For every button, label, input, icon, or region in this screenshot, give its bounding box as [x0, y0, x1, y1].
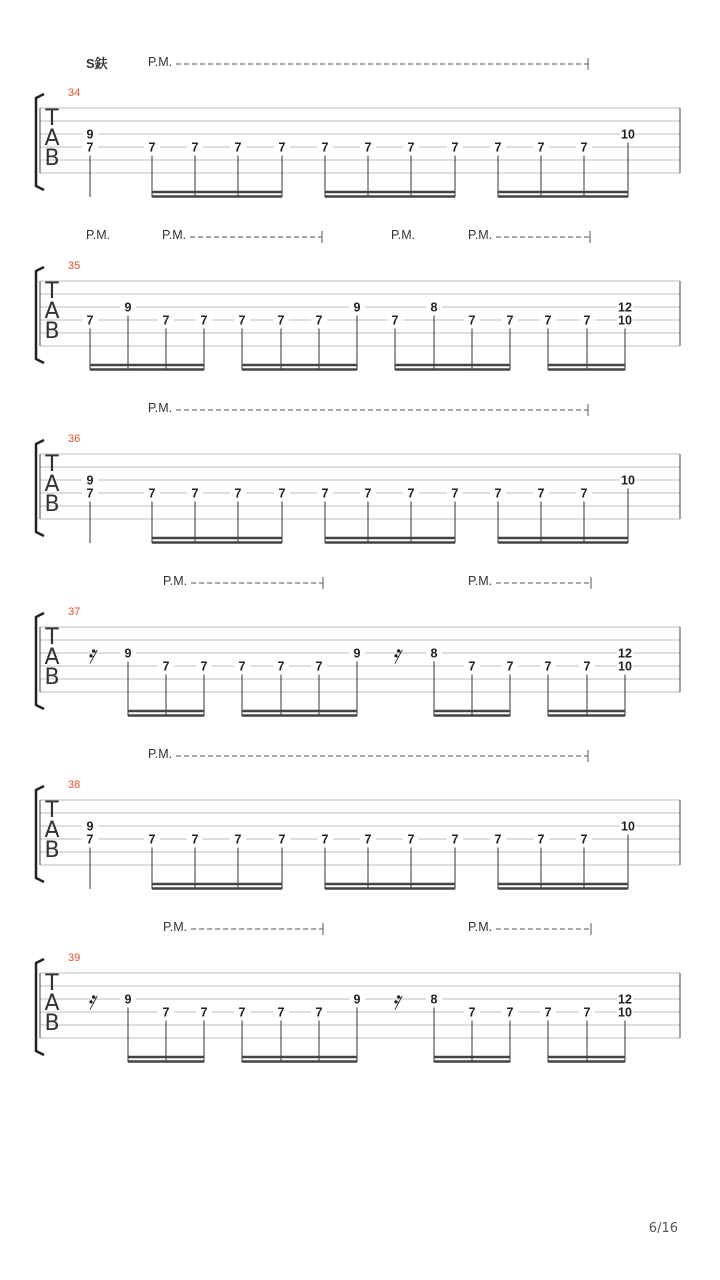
sixteenth-rest: 𝄿 [392, 986, 400, 1016]
fret-number: 9 [124, 992, 132, 1007]
tab-clef-letter: B [44, 665, 60, 690]
fret-number: 7 [544, 1005, 552, 1020]
fret-number: 9 [353, 992, 361, 1007]
fret-number: 7 [407, 140, 415, 155]
fret-number: 7 [234, 486, 242, 501]
fret-number: 7 [86, 313, 94, 328]
fret-number: 7 [148, 832, 156, 847]
fret-number: 7 [148, 486, 156, 501]
measure-number: 38 [68, 779, 81, 791]
fret-number: 7 [86, 486, 94, 501]
fret-number: 10 [618, 1005, 632, 1020]
fret-number: 10 [618, 313, 632, 328]
fret-number: 7 [451, 486, 459, 501]
tab-clef-letter: T [45, 798, 59, 823]
fret-number: 7 [583, 1005, 591, 1020]
fret-number: 7 [364, 832, 372, 847]
fret-number: 7 [315, 1005, 323, 1020]
page-number: 6/16 [648, 1221, 678, 1236]
tab-system-34 [36, 55, 680, 197]
fret-number: 7 [506, 1005, 514, 1020]
fret-number: 12 [618, 646, 632, 661]
fret-number: 7 [583, 659, 591, 674]
fret-number: 7 [468, 1005, 476, 1020]
fret-number: 7 [364, 140, 372, 155]
fret-number: 7 [86, 832, 94, 847]
fret-number: 7 [200, 313, 208, 328]
tab-clef-letter: B [44, 319, 60, 344]
palm-mute-label: P.M. [162, 228, 187, 242]
fret-number: 9 [86, 473, 94, 488]
palm-mute-label: P.M. [468, 228, 493, 242]
fret-number: 7 [583, 313, 591, 328]
fret-number: 7 [537, 832, 545, 847]
fret-number: 7 [277, 659, 285, 674]
tab-system-39 [36, 920, 680, 1062]
sixteenth-rest: 𝄿 [87, 986, 95, 1016]
fret-number: 10 [618, 659, 632, 674]
fret-number: 7 [315, 659, 323, 674]
fret-number: 7 [468, 659, 476, 674]
palm-mute-label: P.M. [148, 401, 173, 415]
instrument-label: S鈇 [86, 56, 108, 71]
fret-number: 7 [200, 659, 208, 674]
fret-number: 12 [618, 300, 632, 315]
fret-number: 7 [277, 1005, 285, 1020]
tab-clef-letter: B [44, 838, 60, 863]
fret-number: 7 [407, 486, 415, 501]
tab-clef-letter: T [45, 452, 59, 477]
measure-number: 35 [68, 260, 81, 272]
tab-clef-letter: A [44, 645, 60, 670]
tab-clef-letter: A [44, 991, 60, 1016]
sixteenth-rest: 𝄿 [392, 640, 400, 670]
palm-mute-label: P.M. [86, 228, 111, 242]
measure-number: 34 [68, 87, 81, 99]
fret-number: 7 [468, 313, 476, 328]
fret-number: 7 [494, 486, 502, 501]
fret-number: 7 [200, 1005, 208, 1020]
tab-clef-letter: A [44, 472, 60, 497]
fret-number: 9 [353, 300, 361, 315]
tab-system-37 [36, 574, 680, 716]
fret-number: 7 [451, 140, 459, 155]
fret-number: 7 [321, 832, 329, 847]
measure-number: 39 [68, 952, 81, 964]
fret-number: 12 [618, 992, 632, 1007]
sixteenth-rest: 𝄿 [87, 640, 95, 670]
measure-number: 36 [68, 433, 81, 445]
fret-number: 7 [494, 140, 502, 155]
fret-number: 9 [124, 646, 132, 661]
palm-mute-label: P.M. [163, 920, 188, 934]
fret-number: 7 [544, 659, 552, 674]
tab-clef-letter: A [44, 299, 60, 324]
fret-number: 7 [238, 659, 246, 674]
fret-number: 10 [621, 473, 635, 488]
palm-mute-label: P.M. [391, 228, 416, 242]
fret-number: 7 [191, 832, 199, 847]
tab-clef-letter: T [45, 279, 59, 304]
fret-number: 7 [238, 313, 246, 328]
fret-number: 7 [391, 313, 399, 328]
fret-number: 7 [238, 1005, 246, 1020]
fret-number: 10 [621, 127, 635, 142]
fret-number: 7 [315, 313, 323, 328]
fret-number: 7 [407, 832, 415, 847]
tab-clef-letter: A [44, 126, 60, 151]
fret-number: 9 [86, 127, 94, 142]
fret-number: 7 [148, 140, 156, 155]
fret-number: 7 [278, 140, 286, 155]
fret-number: 7 [321, 140, 329, 155]
fret-number: 9 [353, 646, 361, 661]
measure-number: 37 [68, 606, 81, 618]
fret-number: 7 [580, 486, 588, 501]
fret-number: 7 [544, 313, 552, 328]
tab-clef-letter: T [45, 971, 59, 996]
fret-number: 7 [537, 140, 545, 155]
palm-mute-label: P.M. [148, 55, 173, 69]
fret-number: 7 [537, 486, 545, 501]
fret-number: 7 [580, 140, 588, 155]
fret-number: 7 [191, 486, 199, 501]
palm-mute-label: P.M. [468, 920, 493, 934]
fret-number: 7 [234, 832, 242, 847]
fret-number: 7 [162, 1005, 170, 1020]
fret-number: 9 [86, 819, 94, 834]
fret-number: 7 [277, 313, 285, 328]
fret-number: 7 [451, 832, 459, 847]
palm-mute-label: P.M. [468, 574, 493, 588]
tab-clef-letter: T [45, 625, 59, 650]
tab-clef-letter: B [44, 146, 60, 171]
fret-number: 7 [162, 313, 170, 328]
fret-number: 10 [621, 819, 635, 834]
tab-clef-letter: T [45, 106, 59, 131]
fret-number: 8 [430, 300, 438, 315]
fret-number: 7 [162, 659, 170, 674]
tab-system-36 [36, 401, 680, 543]
fret-number: 7 [191, 140, 199, 155]
tab-clef-letter: A [44, 818, 60, 843]
fret-number: 7 [506, 313, 514, 328]
fret-number: 7 [278, 832, 286, 847]
fret-number: 7 [506, 659, 514, 674]
fret-number: 7 [364, 486, 372, 501]
fret-number: 7 [580, 832, 588, 847]
tab-clef-letter: B [44, 492, 60, 517]
fret-number: 8 [430, 646, 438, 661]
tab-system-38 [36, 747, 680, 889]
tab-clef-letter: B [44, 1011, 60, 1036]
palm-mute-label: P.M. [148, 747, 173, 761]
tab-system-35 [36, 228, 680, 370]
fret-number: 7 [86, 140, 94, 155]
fret-number: 7 [278, 486, 286, 501]
fret-number: 8 [430, 992, 438, 1007]
fret-number: 7 [234, 140, 242, 155]
fret-number: 9 [124, 300, 132, 315]
fret-number: 7 [321, 486, 329, 501]
palm-mute-label: P.M. [163, 574, 188, 588]
fret-number: 7 [494, 832, 502, 847]
